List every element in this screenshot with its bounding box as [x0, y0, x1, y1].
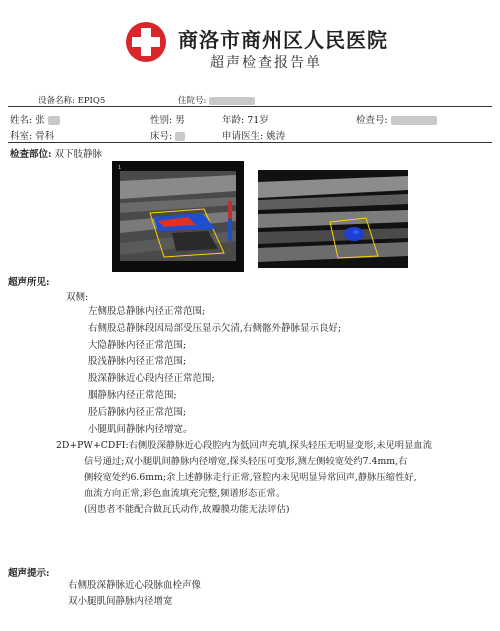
conclusion-item: 双小腿肌间静脉内径增宽 — [68, 596, 173, 607]
finding-item: 小腿肌间静脉内径增宽。 — [88, 423, 193, 435]
finding-item: 右侧股总静脉段因局部受压显示欠清,右侧髂外静脉显示良好; — [88, 322, 342, 334]
divider — [8, 142, 492, 143]
finding-item: 左侧股总静脉内径正常范围; — [88, 306, 206, 317]
requesting-doctor: 申请医生: 姚涛 — [222, 131, 286, 142]
findings-side: 双侧: — [66, 292, 89, 303]
department: 科室: 骨科 — [10, 131, 55, 142]
ultrasound-image-right — [258, 170, 408, 268]
finding-item: 腘静脉内径正常范围; — [88, 389, 177, 401]
finding-item: 股深静脉近心段内径正常范围; — [88, 373, 215, 385]
exam-site: 检查部位: 双下肢静脉 — [10, 149, 103, 160]
doppler-line: 侧较宽处约6.6mm;余上述静脉走行正常,管腔内未见明显异常回声,静脉压缩性好, — [84, 472, 417, 483]
conclusion-list — [68, 578, 201, 610]
finding-item: 大隐静脉内径正常范围; — [88, 339, 187, 351]
hospital-logo-icon — [126, 22, 166, 62]
doppler-line: (因患者不能配合做瓦氏动作,故瓣膜功能无法评估) — [84, 504, 290, 515]
patient-gender: 性别: 男 — [150, 115, 185, 126]
device-name: 设备名称: EPIQ5 — [38, 96, 106, 106]
findings-heading: 超声所见: — [8, 277, 50, 288]
redacted-inpatient-number — [209, 97, 255, 105]
doppler-line: 信号通过;双小腿肌间静脉内径增宽,探头轻压可变形,测左侧较宽处约7.4mm,右 — [84, 456, 408, 467]
ultrasound-image-left — [112, 161, 244, 272]
findings-list — [88, 304, 488, 438]
patient-age: 年龄: 71岁 — [222, 115, 269, 126]
patient-name: 姓名: 张 — [10, 112, 60, 126]
svg-text:1: 1 — [118, 165, 122, 171]
inpatient-number-label: 住院号: — [178, 94, 255, 106]
divider — [8, 106, 492, 107]
report-title: 超声检查报告单 — [210, 55, 322, 71]
doppler-line: 血流方向正常,彩色血流填充完整,频谱形态正常。 — [84, 488, 286, 499]
bed-number: 床号: — [150, 128, 185, 142]
finding-item: 股浅静脉内径正常范围; — [88, 356, 187, 368]
finding-item: 胫后静脉内径正常范围; — [88, 406, 187, 418]
conclusion-heading: 超声提示: — [8, 568, 50, 579]
redacted-exam-number — [391, 116, 437, 125]
hospital-name: 商洛市商州区人民医院 — [178, 28, 388, 52]
redacted-bed-number — [175, 132, 185, 141]
redacted-name — [48, 116, 60, 125]
conclusion-item: 右侧股深静脉近心段脉血栓声像 — [68, 580, 202, 591]
doppler-paragraph — [56, 438, 496, 518]
doppler-line: 2D+PW+CDFI:右侧股深静脉近心段腔内为低回声充填,探头轻压无明显变形,未见明显血流 — [56, 440, 432, 451]
exam-number: 检查号: — [356, 112, 437, 126]
